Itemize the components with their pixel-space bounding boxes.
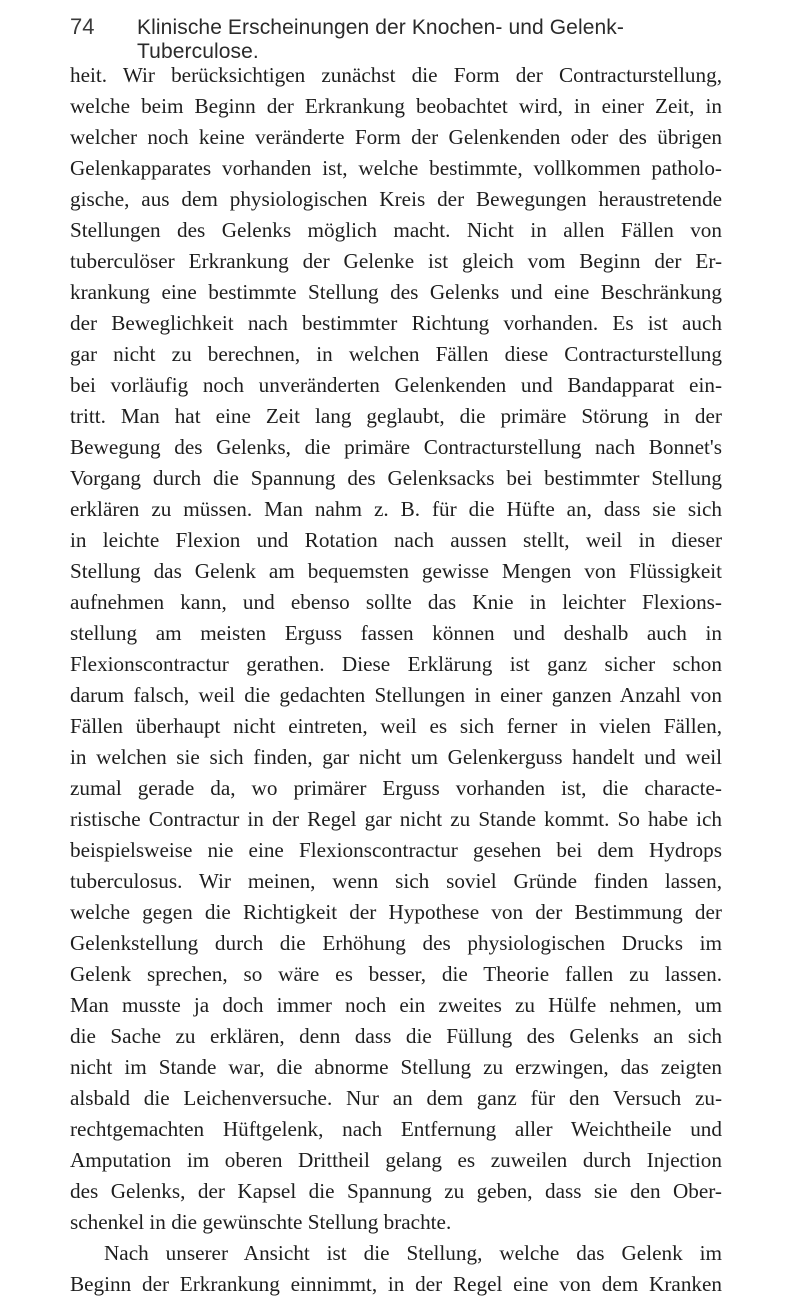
text-line: tuberculosus. Wir meinen, wenn sich soviel Gründe finden lassen, [70, 869, 722, 893]
text-line: des Gelenks, der Kapsel die Spannung zu geben, dass sie den Ober- [70, 1179, 722, 1203]
text-line: beispielsweise nie eine Flexionscontractur gesehen bei dem Hydrops [70, 838, 722, 862]
text-line: welche beim Beginn der Erkrankung beobachtet wird, in einer Zeit, in [70, 94, 722, 118]
text-line: erklären zu müssen. Man nahm z. B. für die Hüfte an, dass sie sich [70, 497, 722, 521]
text-line: Beginn der Erkrankung einnimmt, in der Regel eine von dem Kranken [70, 1272, 722, 1296]
text-line: Bewegung des Gelenks, die primäre Contracturstellung nach Bonnet's [70, 435, 722, 459]
text-line: der Beweglichkeit nach bestimmter Richtung vorhanden. Es ist auch [70, 311, 722, 335]
text-line: heit. Wir berücksichtigen zunächst die Form der Contracturstellung, [70, 63, 722, 87]
text-line: Fällen überhaupt nicht eintreten, weil es sich ferner in vielen Fällen, [70, 714, 722, 738]
text-line: ristische Contractur in der Regel gar nicht zu Stande kommt. So habe ich [70, 807, 722, 831]
text-line: gische, aus dem physiologischen Kreis der Bewegungen heraustretende [70, 187, 722, 211]
text-line: Stellungen des Gelenks möglich macht. Nicht in allen Fällen von [70, 218, 722, 242]
text-line: die Sache zu erklären, denn dass die Füllung des Gelenks an sich [70, 1024, 722, 1048]
page-header [70, 14, 720, 63]
text-line: zumal gerade da, wo primärer Erguss vorhanden ist, die characte- [70, 776, 722, 800]
text-line: krankung eine bestimmte Stellung des Gelenks und eine Beschränkung [70, 280, 722, 304]
text-line: in welchen sie sich finden, gar nicht um Gelenkerguss handelt und weil [70, 745, 722, 769]
text-line: welche gegen die Richtigkeit der Hypothese von der Bestimmung der [70, 900, 722, 924]
text-line: schenkel in die gewünschte Stellung brachte. [70, 1210, 452, 1234]
text-line: Amputation im oberen Drittheil gelang es zuweilen durch Injection [70, 1148, 722, 1172]
text-line: alsbald die Leichenversuche. Nur an dem ganz für den Versuch zu- [70, 1086, 722, 1110]
text-line: Gelenk sprechen, so wäre es besser, die Theorie fallen zu lassen. [70, 962, 722, 986]
running-title: Klinische Erscheinungen der Knochen- und Gelenk-Tuberculose. [137, 16, 624, 63]
text-line: stellung am meisten Erguss fassen können und deshalb auch in [70, 621, 722, 645]
text-line: tritt. Man hat eine Zeit lang geglaubt, die primäre Störung in der [70, 404, 722, 428]
page-number: 74 [70, 14, 95, 39]
text-line: Stellung das Gelenk am bequemsten gewisse Mengen von Flüssigkeit [70, 559, 722, 583]
text-line: welcher noch keine veränderte Form der Gelenkenden oder des übrigen [70, 125, 722, 149]
text-line: in leichte Flexion und Rotation nach aussen stellt, weil in dieser [70, 528, 722, 552]
text-line: gar nicht zu berechnen, in welchen Fällen diese Contracturstellung [70, 342, 722, 366]
body-text [70, 60, 722, 1300]
text-line: aufnehmen kann, und ebenso sollte das Knie in leichter Flexions- [70, 590, 722, 614]
paragraph [70, 1238, 722, 1300]
text-line: Man musste ja doch immer noch ein zweites zu Hülfe nehmen, um [70, 993, 722, 1017]
text-line: Nach unserer Ansicht ist die Stellung, welche das Gelenk im [104, 1241, 722, 1265]
text-line: rechtgemachten Hüftgelenk, nach Entfernung aller Weichtheile und [70, 1117, 722, 1141]
text-line: bei vorläufig noch unveränderten Gelenkenden und Bandapparat ein- [70, 373, 722, 397]
text-line: Flexionscontractur gerathen. Diese Erklärung ist ganz sicher schon [70, 652, 722, 676]
paragraph [70, 60, 722, 1238]
text-line: Vorgang durch die Spannung des Gelenksacks bei bestimmter Stellung [70, 466, 722, 490]
text-line: Gelenkstellung durch die Erhöhung des physiologischen Drucks im [70, 931, 722, 955]
text-line: Gelenkapparates vorhanden ist, welche bestimmte, vollkommen patholo- [70, 156, 722, 180]
text-line: tuberculöser Erkrankung der Gelenke ist gleich vom Beginn der Er- [70, 249, 722, 273]
text-line: darum falsch, weil die gedachten Stellungen in einer ganzen Anzahl von [70, 683, 722, 707]
text-line: nicht im Stande war, die abnorme Stellung zu erzwingen, das zeigten [70, 1055, 722, 1079]
